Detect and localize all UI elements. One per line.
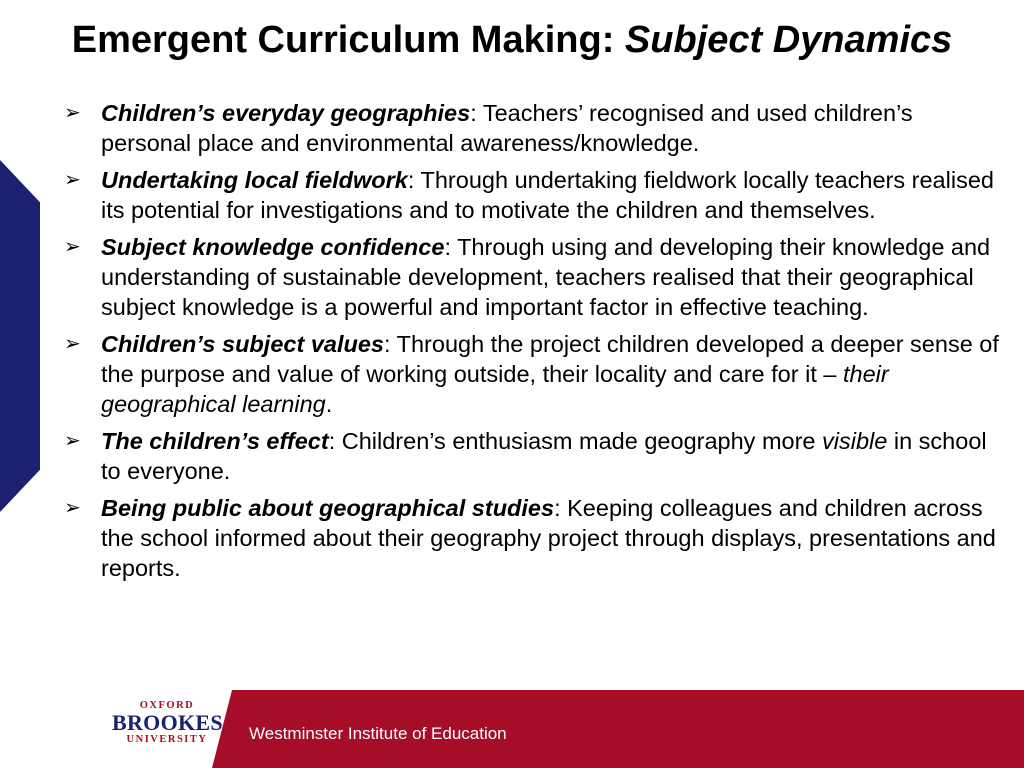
bullet-term: Children’s everyday geographies [101, 100, 471, 126]
side-accent-bar [0, 160, 40, 512]
slide-title-main: Emergent Curriculum Making: [71, 19, 625, 61]
bullet-term: Being public about geographical studies [101, 495, 555, 521]
bullet-item [64, 165, 1004, 225]
bullet-tail: . [325, 391, 333, 417]
slide-title-emphasis: Subject Dynamics [624, 19, 953, 61]
bullet-text: : Keeping colleagues and children across the school informed about their geography project through displays, presentations and reports. [101, 495, 996, 581]
bullet-term: The children’s effect [101, 428, 329, 454]
bullet-item [64, 232, 1004, 322]
bullet-text: : Through undertaking fieldwork locally teachers realised its potential for investigations and to motivate the children and themselves. [101, 167, 994, 223]
bullet-item [64, 426, 1004, 486]
arrow-bullet-icon: ➢ [64, 236, 81, 258]
bullet-text: : Children’s enthusiasm made geography more [328, 428, 823, 454]
university-logo [112, 700, 222, 746]
bullet-emphasis: their geographical learning [101, 361, 889, 417]
bullet-tail: in school to everyone. [101, 428, 987, 484]
bullet-list [64, 98, 1004, 590]
arrow-bullet-icon: ➢ [64, 169, 81, 191]
bullet-term: Children’s subject values [101, 331, 384, 357]
arrow-bullet-icon: ➢ [64, 430, 81, 452]
bullet-term: Undertaking local fieldwork [101, 167, 408, 193]
bullet-item [64, 329, 1004, 419]
institute-name: Westminster Institute of Education [249, 724, 507, 743]
bullet-item [64, 98, 1004, 158]
arrow-bullet-icon: ➢ [64, 497, 81, 519]
logo-main-text: BROOKES [112, 710, 223, 735]
logo-top-text: OXFORD [139, 700, 195, 711]
arrow-bullet-icon: ➢ [64, 333, 81, 355]
bullet-emphasis: visible [822, 428, 888, 454]
bullet-term: Subject knowledge confidence [101, 234, 445, 260]
bullet-text: : Teachers’ recognised and used children’s personal place and environmental awareness/knowledge. [101, 100, 913, 156]
slide-title [0, 17, 1024, 63]
bullet-text: : Through the project children developed a deeper sense of the purpose and value of working outside, their locality and care for it – [101, 331, 999, 387]
arrow-bullet-icon: ➢ [64, 102, 81, 124]
bullet-item [64, 493, 1004, 583]
bullet-text: : Through using and developing their knowledge and understanding of sustainable development, teachers realised that their geographical subject knowledge is a powerful and important factor in effective teaching. [101, 234, 991, 320]
logo-bottom-text: UNIVERSITY [126, 734, 208, 745]
